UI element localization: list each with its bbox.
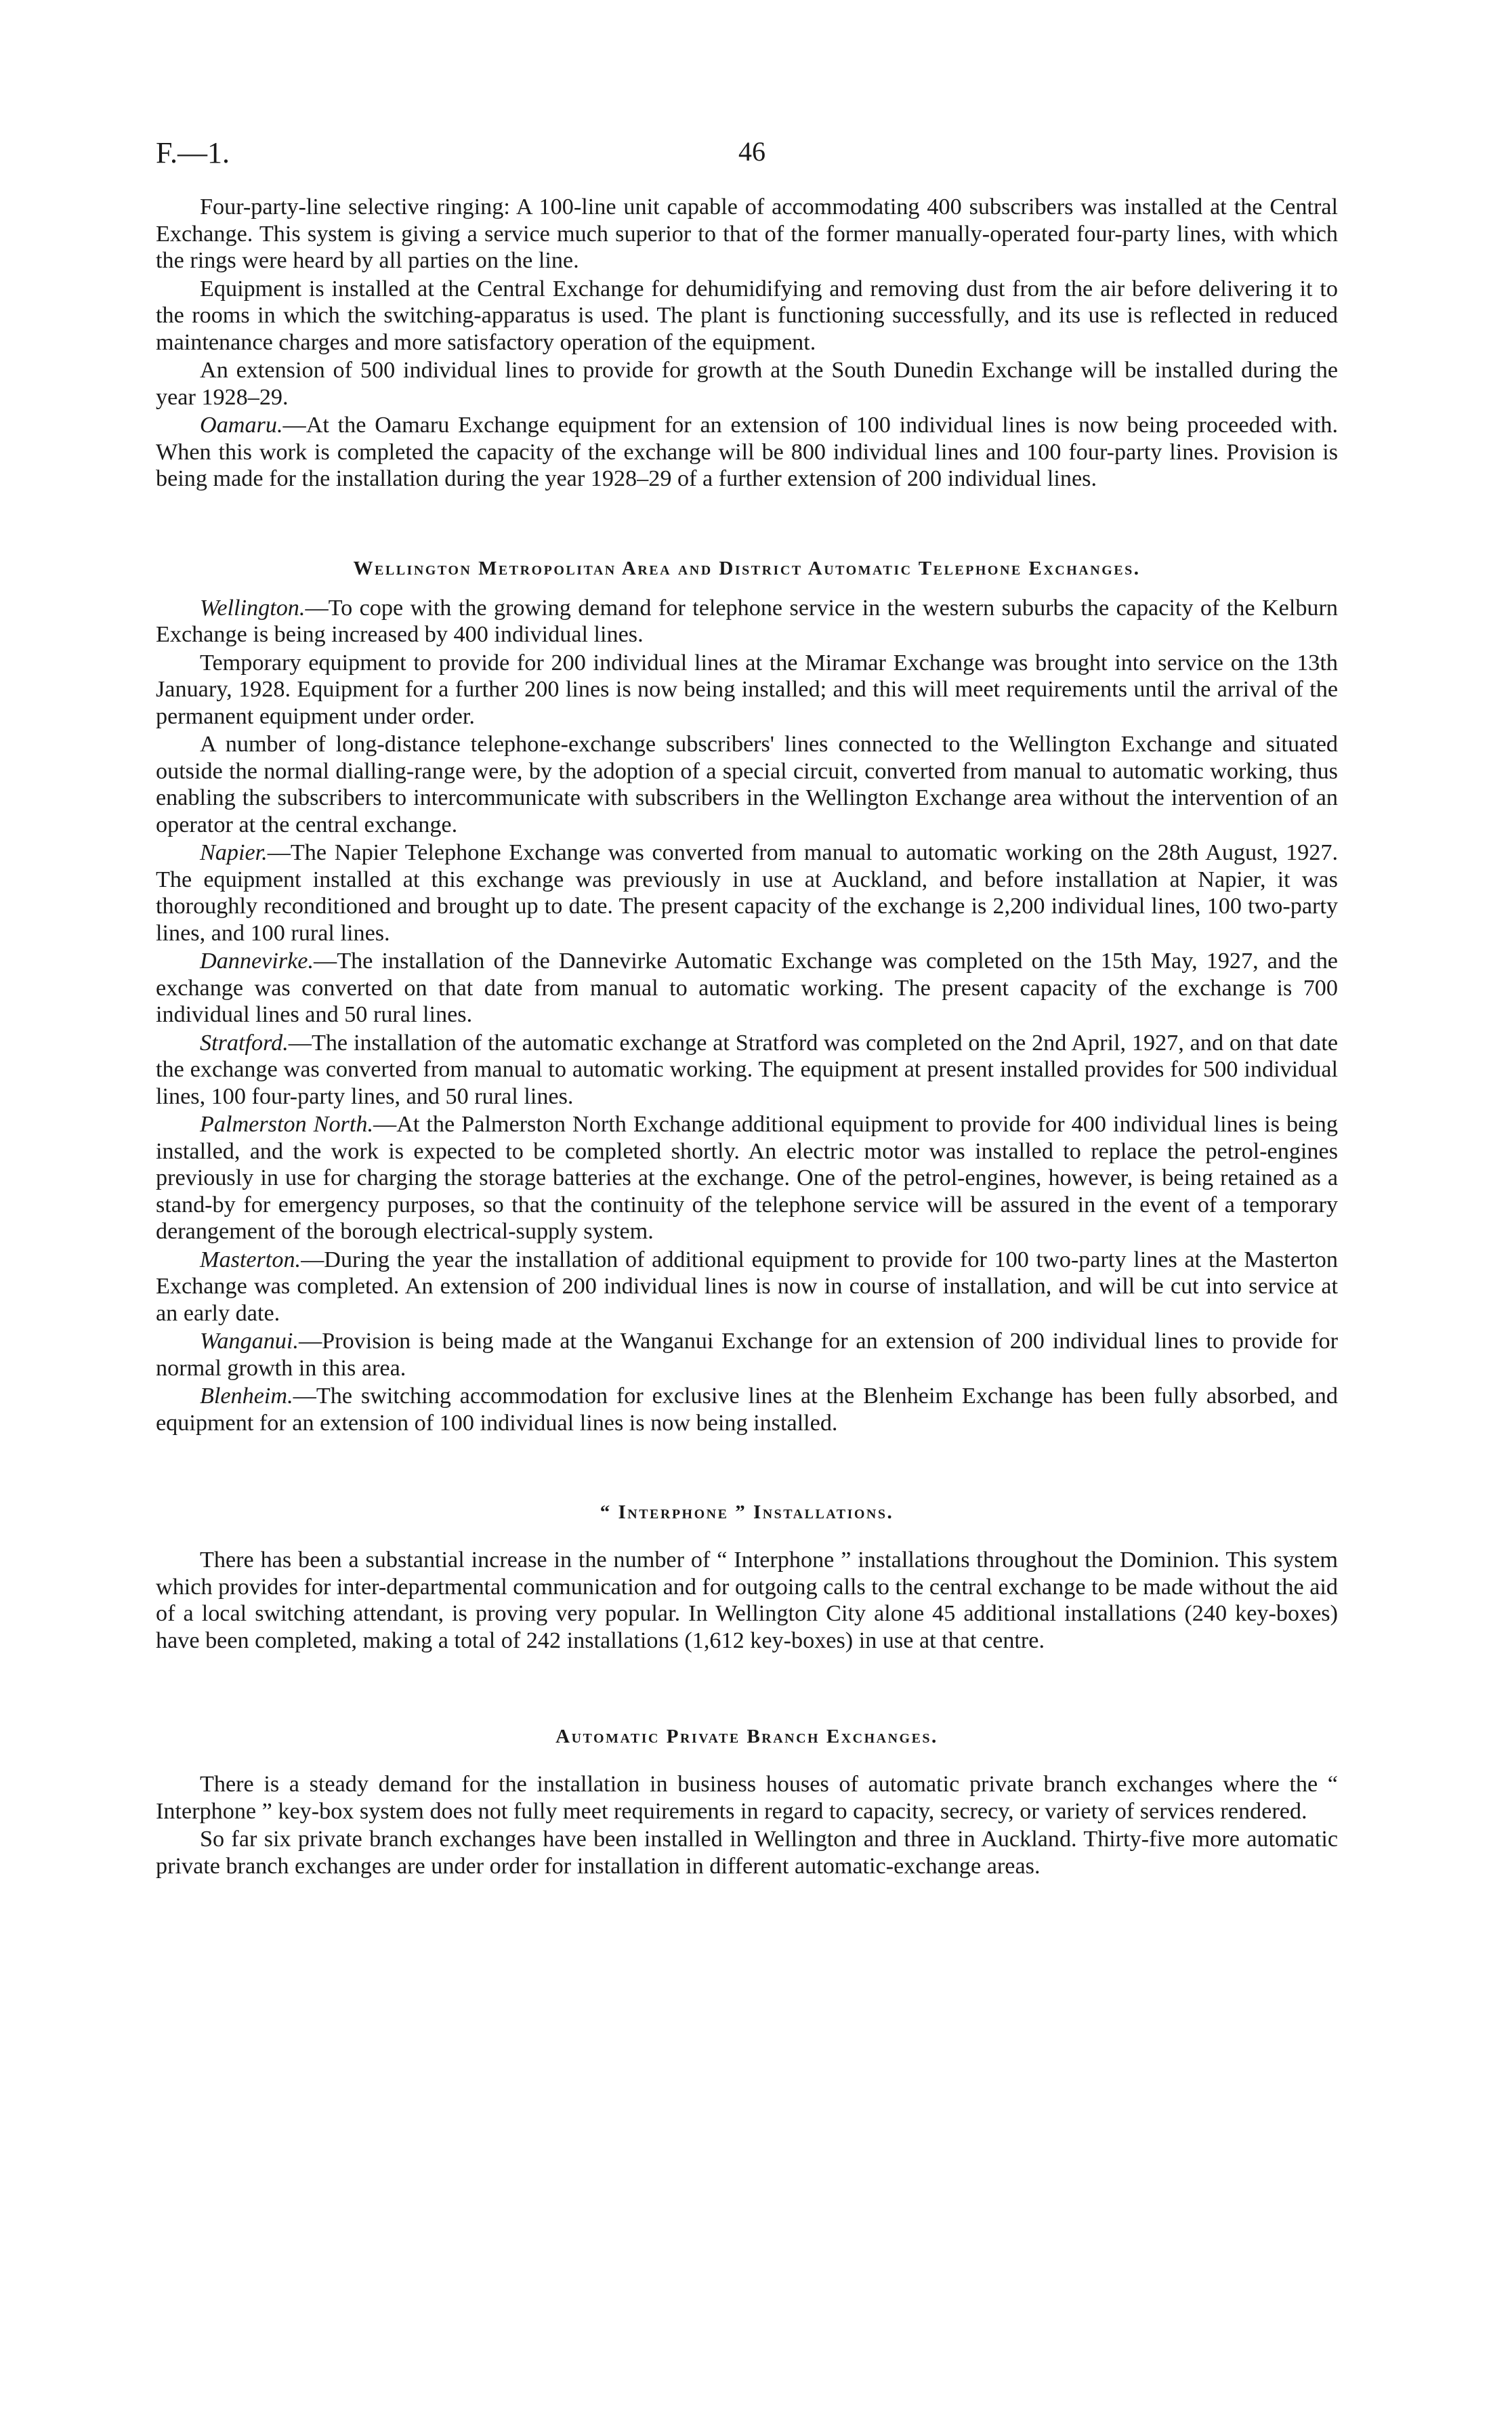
para-list — [156, 595, 1338, 1437]
paragraph-lead: Palmerston North. — [200, 1112, 373, 1137]
paragraph — [156, 276, 1338, 356]
paragraph-lead: Dannevirke. — [200, 949, 314, 974]
paragraph — [156, 1826, 1338, 1879]
paragraph — [156, 1030, 1338, 1110]
paragraph-text: —The Napier Telephone Exchange was converted from manual to automatic working on the 28th August, 1927. The equipment installed at this exchange was previously in use at Auckland, and before installation at Napier, it was thoroughly reconditioned and brought up to date. The present capacity of the exchange is 2,200 individual lines, 100 two-party lines, and 100 rural lines. — [156, 840, 1338, 946]
section-dunedin-oamaru — [156, 194, 1338, 493]
paragraph-text: —Provision is being made at the Wanganui Exchange for an extension of 200 individual lines to provide for normal growth in this area. — [156, 1329, 1338, 1381]
paragraph — [156, 1247, 1338, 1327]
paragraph-text: Temporary equipment to provide for 200 individual lines at the Miramar Exchange was brought into service on the 13th January, 1928. Equipment for a further 200 lines is now being installed; and this will meet requirements until the arrival of the permanent equipment under order. — [156, 650, 1338, 729]
paragraph-text: A number of long-distance telephone-exchange subscribers' lines connected to the Wellington Exchange and situated outside the normal dialling-range were, by the adoption of a special circuit, converted from manual to automatic working, thus enabling the subscribers to intercommunicate with subscribers in the Wellington Exchange area without the intervention of an operator at the central exchange. — [156, 732, 1338, 837]
page-number: 46 — [738, 136, 765, 167]
paragraph — [156, 194, 1338, 274]
paragraph-text: —The installation of the Dannevirke Automatic Exchange was completed on the 15th May, 1927, and the exchange was converted on that date from manual to automatic working. The present capacity of the exchange is 700 individual lines and 50 rural lines. — [156, 949, 1338, 1027]
paragraph-text: —At the Oamaru Exchange equipment for an extension of 100 individual lines is now being proceeded with. When this work is completed the capacity of the exchange will be 800 individual lines and 100 four-party lines. Provision is being made for the installation during the year 1928–29 of a further extension of 200 individual lines. — [156, 413, 1338, 491]
paragraph — [156, 1383, 1338, 1436]
paragraph — [156, 948, 1338, 1028]
paragraph-lead: Blenheim. — [200, 1384, 293, 1409]
para-list — [156, 194, 1338, 493]
page-body — [156, 194, 1338, 1881]
heading-private-branch-exchanges: Automatic Private Branch Exchanges. — [555, 1726, 938, 1747]
heading-interphone: “ Interphone ” Installations. — [600, 1501, 894, 1523]
paragraph-text: —The switching accommodation for exclusive lines at the Blenheim Exchange has been fully absorbed, and equipment for an extension of 100 individual lines is now being installed. — [156, 1384, 1338, 1436]
section-private-branch-exchanges — [156, 1771, 1338, 1879]
paragraph-text: There has been a substantial increase in the number of “ Interphone ” installations throughout the Dominion. This system which provides for inter-departmental communication and for outgoing calls to the central exchange to be made without the aid of a local switching attendant, is proving very popular. In Wellington City alone 45 additional installations (240 key-boxes) have been completed, making a total of 242 installations (1,612 key-boxes) in use at that centre. — [156, 1547, 1338, 1653]
paragraph-text: —During the year the installation of additional equipment to provide for 100 two-party lines at the Masterton Exchange was completed. An extension of 200 individual lines is now in course of installation, and will be cut into service at an early date. — [156, 1247, 1338, 1326]
heading-wellington: Wellington Metropolitan Area and District Automatic Telephone Exchanges. — [353, 557, 1141, 579]
paragraph-text: There is a steady demand for the installation in business houses of automatic private branch exchanges where the “ Interphone ” key-box system does not fully meet requirements in regard to capacity, secrecy, or variety of services rendered. — [156, 1772, 1338, 1824]
paragraph-lead: Wanganui. — [200, 1329, 299, 1354]
para-list — [156, 1547, 1338, 1654]
paragraph-text: —The installation of the automatic exchange at Stratford was completed on the 2nd April, 1927, and on that date the exchange was converted from manual to automatic working. The equipment at present installed provides for 500 individual lines, 100 four-party lines, and 50 rural lines. — [156, 1030, 1338, 1109]
paragraph — [156, 595, 1338, 648]
paragraph-text: So far six private branch exchanges have been installed in Wellington and three in Auckland. Thirty-five more automatic private branch exchanges are under order for installation in different automatic-exchange areas. — [156, 1827, 1338, 1879]
paragraph-lead: Stratford. — [200, 1030, 289, 1056]
paragraph-text: —At the Palmerston North Exchange additional equipment to provide for 400 individual lines is being installed, and the work is expected to be completed shortly. An electric motor was installed to replace the petrol-engines previously in use for charging the storage batteries at the exchange. One of the petrol-engines, however, is being retained as a stand-by for emergency purposes, so that the continuity of the telephone service will be assured in the event of a temporary derangement of the borough electrical-supply system. — [156, 1112, 1338, 1244]
section-wellington — [156, 595, 1338, 1437]
paragraph-lead: Napier. — [200, 840, 268, 865]
paragraph-text: An extension of 500 individual lines to provide for growth at the South Dunedin Exchange will be installed during the year 1928–29. — [156, 358, 1338, 410]
paragraph — [156, 650, 1338, 730]
section-interphone — [156, 1547, 1338, 1654]
paragraph-text: Four-party-line selective ringing: A 100-line unit capable of accommodating 400 subscribers was installed at the Central Exchange. This system is giving a service much superior to that of the former manually-operated four-party lines, with which the rings were heard by all parties on the line. — [156, 194, 1338, 273]
paragraph — [156, 731, 1338, 838]
paragraph-lead: Masterton. — [200, 1247, 301, 1272]
paragraph-lead: Wellington. — [200, 595, 306, 621]
document-reference: F.—1. — [156, 136, 230, 169]
paragraph — [156, 1547, 1338, 1654]
paragraph — [156, 839, 1338, 947]
paragraph-text: —To cope with the growing demand for telephone service in the western suburbs the capacity of the Kelburn Exchange is being increased by 400 individual lines. — [156, 595, 1338, 647]
paragraph — [156, 1328, 1338, 1381]
paragraph — [156, 1771, 1338, 1825]
para-list — [156, 1771, 1338, 1879]
paragraph — [156, 357, 1338, 411]
paragraph-text: Equipment is installed at the Central Exchange for dehumidifying and removing dust from the air before delivering it to the rooms in which the switching-apparatus is used. The plant is functioning successfully, and its use is reflected in reduced maintenance charges and more satisfactory operation of the equipment. — [156, 276, 1338, 355]
paragraph — [156, 1111, 1338, 1245]
paragraph — [156, 412, 1338, 493]
page-header — [156, 136, 1338, 176]
paragraph-lead: Oamaru. — [200, 413, 283, 438]
